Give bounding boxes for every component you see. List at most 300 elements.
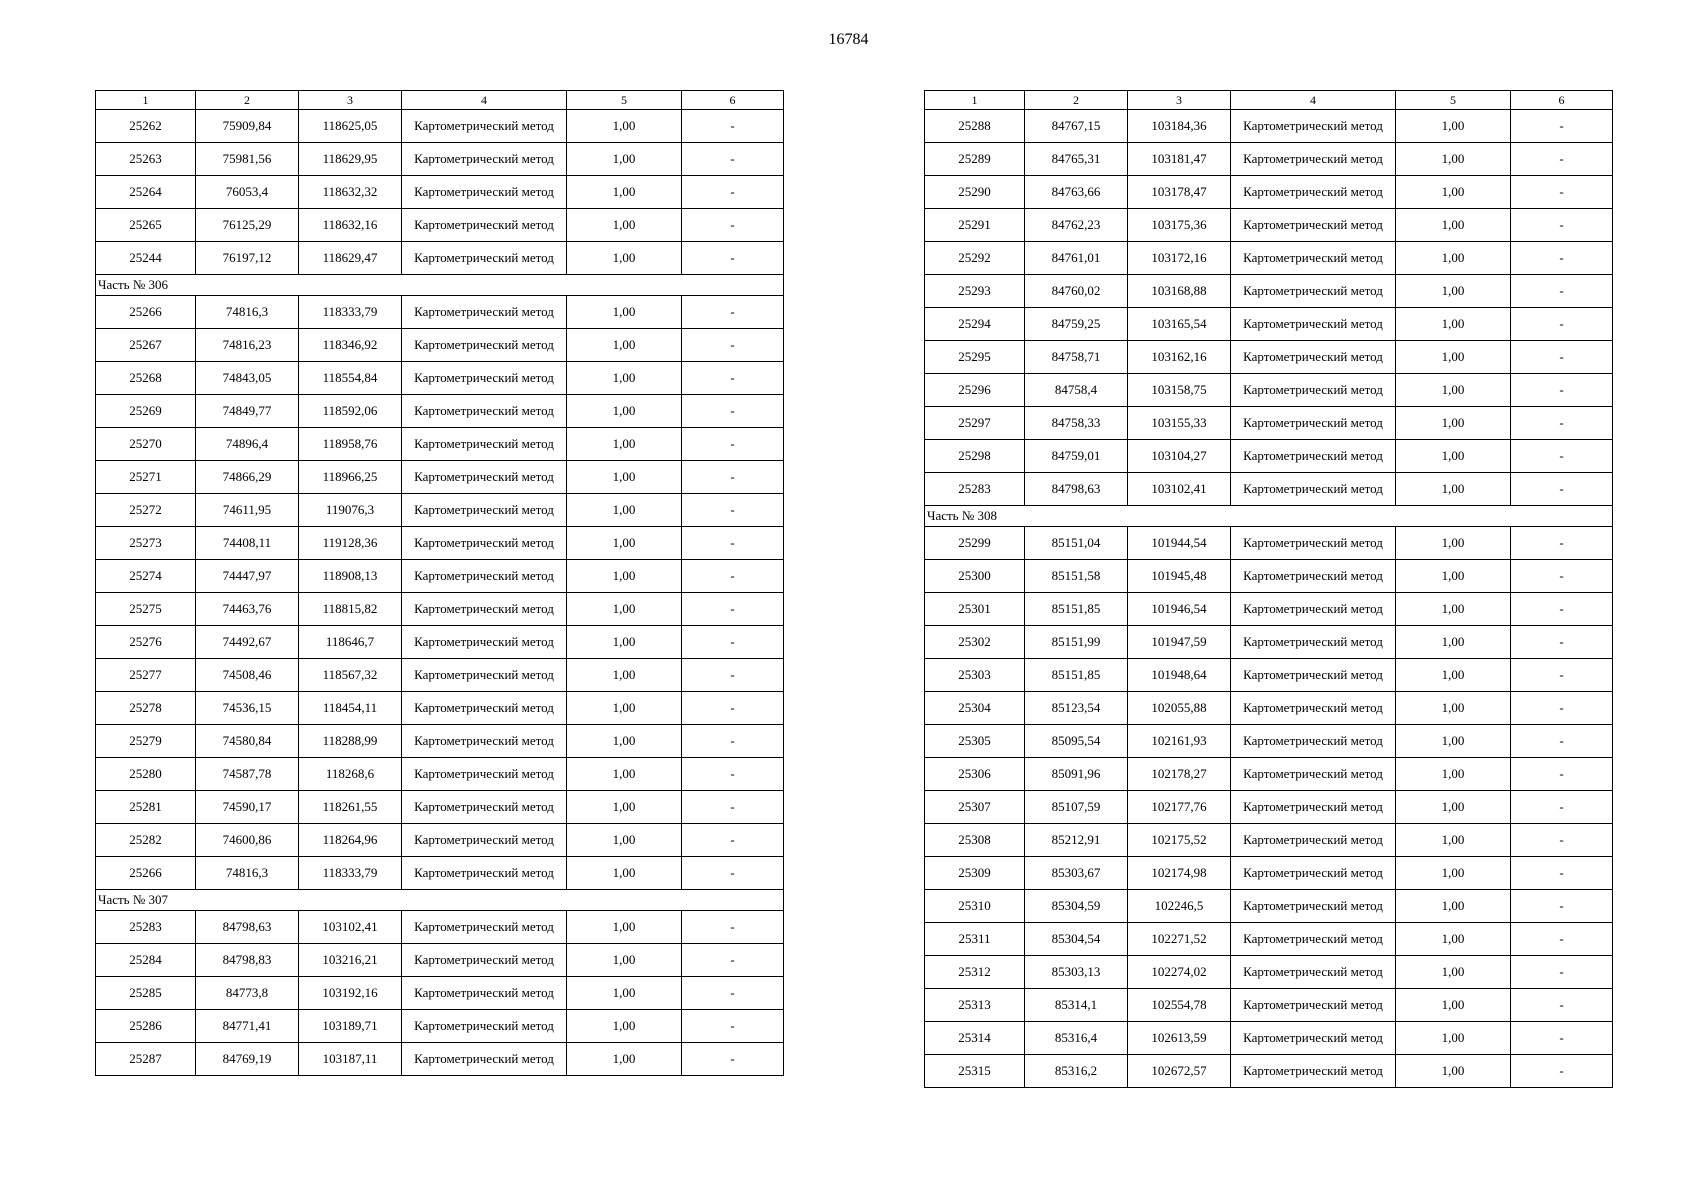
y-coordinate-cell: 102613,59 xyxy=(1128,1022,1231,1055)
x-coordinate-cell: 85151,85 xyxy=(1025,659,1128,692)
x-coordinate-cell: 74843,05 xyxy=(196,362,299,395)
x-coordinate-cell: 74896,4 xyxy=(196,428,299,461)
method-cell: Картометрический метод xyxy=(402,143,567,176)
x-coordinate-cell: 85303,67 xyxy=(1025,857,1128,890)
x-coordinate-cell: 74580,84 xyxy=(196,725,299,758)
table-row xyxy=(925,176,1613,209)
description-cell: - xyxy=(682,461,784,494)
section-row xyxy=(96,890,784,911)
point-number-cell: 25295 xyxy=(925,341,1025,374)
x-coordinate-cell: 85151,04 xyxy=(1025,527,1128,560)
column-header: 6 xyxy=(1511,91,1613,110)
accuracy-cell: 1,00 xyxy=(567,560,682,593)
accuracy-cell: 1,00 xyxy=(567,626,682,659)
method-cell: Картометрический метод xyxy=(1231,1055,1396,1088)
description-cell: - xyxy=(682,395,784,428)
y-coordinate-cell: 101948,64 xyxy=(1128,659,1231,692)
accuracy-cell: 1,00 xyxy=(1396,374,1511,407)
accuracy-cell: 1,00 xyxy=(1396,626,1511,659)
y-coordinate-cell: 103155,33 xyxy=(1128,407,1231,440)
accuracy-cell: 1,00 xyxy=(1396,176,1511,209)
description-cell: - xyxy=(682,560,784,593)
description-cell: - xyxy=(1511,1022,1613,1055)
point-number-cell: 25314 xyxy=(925,1022,1025,1055)
point-number-cell: 25311 xyxy=(925,923,1025,956)
x-coordinate-cell: 76197,12 xyxy=(196,242,299,275)
accuracy-cell: 1,00 xyxy=(1396,407,1511,440)
x-coordinate-cell: 85123,54 xyxy=(1025,692,1128,725)
description-cell: - xyxy=(682,527,784,560)
point-number-cell: 25299 xyxy=(925,527,1025,560)
method-cell: Картометрический метод xyxy=(1231,758,1396,791)
method-cell: Картометрический метод xyxy=(402,329,567,362)
x-coordinate-cell: 84798,63 xyxy=(196,911,299,944)
y-coordinate-cell: 118629,95 xyxy=(299,143,402,176)
column-header: 1 xyxy=(925,91,1025,110)
y-coordinate-cell: 118632,16 xyxy=(299,209,402,242)
accuracy-cell: 1,00 xyxy=(567,659,682,692)
x-coordinate-cell: 85151,58 xyxy=(1025,560,1128,593)
point-number-cell: 25262 xyxy=(96,110,196,143)
table-row xyxy=(96,428,784,461)
table-row xyxy=(96,593,784,626)
point-number-cell: 25292 xyxy=(925,242,1025,275)
accuracy-cell: 1,00 xyxy=(1396,890,1511,923)
accuracy-cell: 1,00 xyxy=(567,461,682,494)
point-number-cell: 25274 xyxy=(96,560,196,593)
table-row xyxy=(925,527,1613,560)
y-coordinate-cell: 118264,96 xyxy=(299,824,402,857)
x-coordinate-cell: 84767,15 xyxy=(1025,110,1128,143)
y-coordinate-cell: 118567,32 xyxy=(299,659,402,692)
table-row xyxy=(925,791,1613,824)
accuracy-cell: 1,00 xyxy=(1396,824,1511,857)
y-coordinate-cell: 118625,05 xyxy=(299,110,402,143)
table-row xyxy=(96,560,784,593)
method-cell: Картометрический метод xyxy=(1231,308,1396,341)
point-number-cell: 25310 xyxy=(925,890,1025,923)
method-cell: Картометрический метод xyxy=(402,1010,567,1043)
point-number-cell: 25270 xyxy=(96,428,196,461)
table-row xyxy=(925,473,1613,506)
method-cell: Картометрический метод xyxy=(1231,143,1396,176)
y-coordinate-cell: 118268,6 xyxy=(299,758,402,791)
column-header: 2 xyxy=(196,91,299,110)
x-coordinate-cell: 74463,76 xyxy=(196,593,299,626)
x-coordinate-cell: 74587,78 xyxy=(196,758,299,791)
section-row xyxy=(925,506,1613,527)
x-coordinate-cell: 74536,15 xyxy=(196,692,299,725)
method-cell: Картометрический метод xyxy=(1231,824,1396,857)
accuracy-cell: 1,00 xyxy=(1396,242,1511,275)
y-coordinate-cell: 118966,25 xyxy=(299,461,402,494)
description-cell: - xyxy=(682,977,784,1010)
y-coordinate-cell: 103158,75 xyxy=(1128,374,1231,407)
table-row xyxy=(96,242,784,275)
method-cell: Картометрический метод xyxy=(402,395,567,428)
table-row xyxy=(925,275,1613,308)
x-coordinate-cell: 85304,59 xyxy=(1025,890,1128,923)
method-cell: Картометрический метод xyxy=(1231,407,1396,440)
table-row xyxy=(96,176,784,209)
section-title: Часть № 306 xyxy=(96,275,784,296)
x-coordinate-cell: 84758,33 xyxy=(1025,407,1128,440)
y-coordinate-cell: 102246,5 xyxy=(1128,890,1231,923)
method-cell: Картометрический метод xyxy=(1231,989,1396,1022)
point-number-cell: 25285 xyxy=(96,977,196,1010)
table-row xyxy=(96,362,784,395)
y-coordinate-cell: 101944,54 xyxy=(1128,527,1231,560)
accuracy-cell: 1,00 xyxy=(1396,209,1511,242)
method-cell: Картометрический метод xyxy=(1231,857,1396,890)
accuracy-cell: 1,00 xyxy=(567,527,682,560)
x-coordinate-cell: 84798,83 xyxy=(196,944,299,977)
accuracy-cell: 1,00 xyxy=(1396,308,1511,341)
description-cell: - xyxy=(682,725,784,758)
x-coordinate-cell: 84763,66 xyxy=(1025,176,1128,209)
table-row xyxy=(96,944,784,977)
description-cell: - xyxy=(1511,857,1613,890)
point-number-cell: 25307 xyxy=(925,791,1025,824)
y-coordinate-cell: 102274,02 xyxy=(1128,956,1231,989)
method-cell: Картометрический метод xyxy=(1231,659,1396,692)
column-header: 3 xyxy=(299,91,402,110)
point-number-cell: 25271 xyxy=(96,461,196,494)
y-coordinate-cell: 118629,47 xyxy=(299,242,402,275)
x-coordinate-cell: 85091,96 xyxy=(1025,758,1128,791)
point-number-cell: 25263 xyxy=(96,143,196,176)
x-coordinate-cell: 74447,97 xyxy=(196,560,299,593)
method-cell: Картометрический метод xyxy=(1231,110,1396,143)
point-number-cell: 25290 xyxy=(925,176,1025,209)
point-number-cell: 25279 xyxy=(96,725,196,758)
x-coordinate-cell: 84762,23 xyxy=(1025,209,1128,242)
accuracy-cell: 1,00 xyxy=(567,362,682,395)
method-cell: Картометрический метод xyxy=(402,1043,567,1076)
method-cell: Картометрический метод xyxy=(402,461,567,494)
y-coordinate-cell: 103184,36 xyxy=(1128,110,1231,143)
description-cell: - xyxy=(682,692,784,725)
x-coordinate-cell: 74849,77 xyxy=(196,395,299,428)
method-cell: Картометрический метод xyxy=(1231,209,1396,242)
y-coordinate-cell: 118333,79 xyxy=(299,857,402,890)
method-cell: Картометрический метод xyxy=(402,626,567,659)
accuracy-cell: 1,00 xyxy=(567,296,682,329)
point-number-cell: 25304 xyxy=(925,692,1025,725)
accuracy-cell: 1,00 xyxy=(1396,989,1511,1022)
coordinates-table-left xyxy=(95,90,784,1076)
point-number-cell: 25302 xyxy=(925,626,1025,659)
section-title: Часть № 307 xyxy=(96,890,784,911)
point-number-cell: 25267 xyxy=(96,329,196,362)
description-cell: - xyxy=(682,176,784,209)
accuracy-cell: 1,00 xyxy=(1396,527,1511,560)
description-cell: - xyxy=(1511,824,1613,857)
x-coordinate-cell: 74590,17 xyxy=(196,791,299,824)
point-number-cell: 25306 xyxy=(925,758,1025,791)
y-coordinate-cell: 102178,27 xyxy=(1128,758,1231,791)
description-cell: - xyxy=(682,1043,784,1076)
y-coordinate-cell: 118958,76 xyxy=(299,428,402,461)
method-cell: Картометрический метод xyxy=(1231,473,1396,506)
description-cell: - xyxy=(1511,989,1613,1022)
x-coordinate-cell: 84759,01 xyxy=(1025,440,1128,473)
description-cell: - xyxy=(682,593,784,626)
y-coordinate-cell: 103216,21 xyxy=(299,944,402,977)
table-row xyxy=(925,593,1613,626)
accuracy-cell: 1,00 xyxy=(1396,857,1511,890)
y-coordinate-cell: 102175,52 xyxy=(1128,824,1231,857)
accuracy-cell: 1,00 xyxy=(1396,659,1511,692)
point-number-cell: 25284 xyxy=(96,944,196,977)
point-number-cell: 25308 xyxy=(925,824,1025,857)
point-number-cell: 25286 xyxy=(96,1010,196,1043)
y-coordinate-cell: 118454,11 xyxy=(299,692,402,725)
accuracy-cell: 1,00 xyxy=(567,176,682,209)
accuracy-cell: 1,00 xyxy=(567,143,682,176)
page-number: 16784 xyxy=(828,31,869,48)
x-coordinate-cell: 74492,67 xyxy=(196,626,299,659)
method-cell: Картометрический метод xyxy=(1231,242,1396,275)
y-coordinate-cell: 101945,48 xyxy=(1128,560,1231,593)
y-coordinate-cell: 118908,13 xyxy=(299,560,402,593)
point-number-cell: 25269 xyxy=(96,395,196,428)
table-row xyxy=(96,1010,784,1043)
description-cell: - xyxy=(1511,1055,1613,1088)
accuracy-cell: 1,00 xyxy=(567,758,682,791)
point-number-cell: 25281 xyxy=(96,791,196,824)
x-coordinate-cell: 74816,3 xyxy=(196,857,299,890)
accuracy-cell: 1,00 xyxy=(567,791,682,824)
y-coordinate-cell: 103189,71 xyxy=(299,1010,402,1043)
y-coordinate-cell: 103178,47 xyxy=(1128,176,1231,209)
table-row xyxy=(925,1022,1613,1055)
description-cell: - xyxy=(1511,890,1613,923)
point-number-cell: 25313 xyxy=(925,989,1025,1022)
column-header: 6 xyxy=(682,91,784,110)
description-cell: - xyxy=(1511,242,1613,275)
method-cell: Картометрический метод xyxy=(1231,440,1396,473)
description-cell: - xyxy=(1511,791,1613,824)
column-header: 4 xyxy=(402,91,567,110)
method-cell: Картометрический метод xyxy=(402,527,567,560)
accuracy-cell: 1,00 xyxy=(567,944,682,977)
description-cell: - xyxy=(1511,956,1613,989)
table-row xyxy=(96,143,784,176)
column-header: 3 xyxy=(1128,91,1231,110)
section-row xyxy=(96,275,784,296)
accuracy-cell: 1,00 xyxy=(567,329,682,362)
table-row xyxy=(925,143,1613,176)
table-row xyxy=(925,626,1613,659)
table-row xyxy=(96,329,784,362)
point-number-cell: 25276 xyxy=(96,626,196,659)
method-cell: Картометрический метод xyxy=(402,242,567,275)
accuracy-cell: 1,00 xyxy=(567,593,682,626)
table-row xyxy=(96,527,784,560)
description-cell: - xyxy=(1511,560,1613,593)
point-number-cell: 25298 xyxy=(925,440,1025,473)
point-number-cell: 25244 xyxy=(96,242,196,275)
point-number-cell: 25288 xyxy=(925,110,1025,143)
y-coordinate-cell: 118646,7 xyxy=(299,626,402,659)
table-row xyxy=(96,110,784,143)
accuracy-cell: 1,00 xyxy=(567,494,682,527)
y-coordinate-cell: 101947,59 xyxy=(1128,626,1231,659)
table-row xyxy=(96,626,784,659)
y-coordinate-cell: 103187,11 xyxy=(299,1043,402,1076)
table-row xyxy=(925,308,1613,341)
method-cell: Картометрический метод xyxy=(402,494,567,527)
point-number-cell: 25312 xyxy=(925,956,1025,989)
method-cell: Картометрический метод xyxy=(1231,626,1396,659)
y-coordinate-cell: 118333,79 xyxy=(299,296,402,329)
description-cell: - xyxy=(682,110,784,143)
accuracy-cell: 1,00 xyxy=(1396,923,1511,956)
table-row xyxy=(925,209,1613,242)
method-cell: Картометрический метод xyxy=(402,362,567,395)
point-number-cell: 25278 xyxy=(96,692,196,725)
point-number-cell: 25275 xyxy=(96,593,196,626)
x-coordinate-cell: 74816,3 xyxy=(196,296,299,329)
method-cell: Картометрический метод xyxy=(402,560,567,593)
x-coordinate-cell: 84773,8 xyxy=(196,977,299,1010)
method-cell: Картометрический метод xyxy=(402,593,567,626)
description-cell: - xyxy=(1511,341,1613,374)
description-cell: - xyxy=(1511,593,1613,626)
table-row xyxy=(925,725,1613,758)
x-coordinate-cell: 85304,54 xyxy=(1025,923,1128,956)
point-number-cell: 25283 xyxy=(925,473,1025,506)
x-coordinate-cell: 74600,86 xyxy=(196,824,299,857)
y-coordinate-cell: 103102,41 xyxy=(1128,473,1231,506)
table-row xyxy=(925,560,1613,593)
method-cell: Картометрический метод xyxy=(402,110,567,143)
table-row xyxy=(925,110,1613,143)
method-cell: Картометрический метод xyxy=(1231,791,1396,824)
accuracy-cell: 1,00 xyxy=(567,857,682,890)
method-cell: Картометрический метод xyxy=(1231,890,1396,923)
description-cell: - xyxy=(1511,692,1613,725)
point-number-cell: 25303 xyxy=(925,659,1025,692)
table-row xyxy=(925,890,1613,923)
description-cell: - xyxy=(682,329,784,362)
table-row xyxy=(96,791,784,824)
table-row xyxy=(925,374,1613,407)
table-row xyxy=(96,692,784,725)
accuracy-cell: 1,00 xyxy=(1396,341,1511,374)
accuracy-cell: 1,00 xyxy=(1396,692,1511,725)
description-cell: - xyxy=(682,242,784,275)
description-cell: - xyxy=(1511,407,1613,440)
x-coordinate-cell: 84771,41 xyxy=(196,1010,299,1043)
description-cell: - xyxy=(682,659,784,692)
method-cell: Картометрический метод xyxy=(1231,956,1396,989)
y-coordinate-cell: 103162,16 xyxy=(1128,341,1231,374)
accuracy-cell: 1,00 xyxy=(1396,1055,1511,1088)
point-number-cell: 25266 xyxy=(96,296,196,329)
description-cell: - xyxy=(682,824,784,857)
table-row xyxy=(925,407,1613,440)
description-cell: - xyxy=(1511,527,1613,560)
accuracy-cell: 1,00 xyxy=(1396,791,1511,824)
accuracy-cell: 1,00 xyxy=(567,1043,682,1076)
x-coordinate-cell: 75909,84 xyxy=(196,110,299,143)
method-cell: Картометрический метод xyxy=(1231,275,1396,308)
table-row xyxy=(925,440,1613,473)
table-row xyxy=(96,1043,784,1076)
point-number-cell: 25283 xyxy=(96,911,196,944)
x-coordinate-cell: 84761,01 xyxy=(1025,242,1128,275)
point-number-cell: 25264 xyxy=(96,176,196,209)
point-number-cell: 25265 xyxy=(96,209,196,242)
x-coordinate-cell: 84798,63 xyxy=(1025,473,1128,506)
table-row xyxy=(925,857,1613,890)
description-cell: - xyxy=(1511,440,1613,473)
y-coordinate-cell: 103181,47 xyxy=(1128,143,1231,176)
x-coordinate-cell: 85095,54 xyxy=(1025,725,1128,758)
y-coordinate-cell: 118815,82 xyxy=(299,593,402,626)
description-cell: - xyxy=(1511,374,1613,407)
accuracy-cell: 1,00 xyxy=(567,110,682,143)
accuracy-cell: 1,00 xyxy=(1396,473,1511,506)
y-coordinate-cell: 101946,54 xyxy=(1128,593,1231,626)
x-coordinate-cell: 84769,19 xyxy=(196,1043,299,1076)
x-coordinate-cell: 85314,1 xyxy=(1025,989,1128,1022)
description-cell: - xyxy=(682,362,784,395)
y-coordinate-cell: 119128,36 xyxy=(299,527,402,560)
description-cell: - xyxy=(1511,143,1613,176)
x-coordinate-cell: 85212,91 xyxy=(1025,824,1128,857)
accuracy-cell: 1,00 xyxy=(1396,110,1511,143)
description-cell: - xyxy=(682,944,784,977)
method-cell: Картометрический метод xyxy=(1231,923,1396,956)
table-row xyxy=(96,824,784,857)
x-coordinate-cell: 84758,4 xyxy=(1025,374,1128,407)
description-cell: - xyxy=(682,494,784,527)
point-number-cell: 25294 xyxy=(925,308,1025,341)
point-number-cell: 25282 xyxy=(96,824,196,857)
accuracy-cell: 1,00 xyxy=(1396,1022,1511,1055)
y-coordinate-cell: 102672,57 xyxy=(1128,1055,1231,1088)
table-row xyxy=(96,659,784,692)
table-row xyxy=(925,692,1613,725)
table-header-row xyxy=(925,91,1613,110)
table-row xyxy=(96,296,784,329)
description-cell: - xyxy=(1511,275,1613,308)
description-cell: - xyxy=(1511,626,1613,659)
accuracy-cell: 1,00 xyxy=(1396,275,1511,308)
x-coordinate-cell: 84758,71 xyxy=(1025,341,1128,374)
point-number-cell: 25287 xyxy=(96,1043,196,1076)
y-coordinate-cell: 103102,41 xyxy=(299,911,402,944)
x-coordinate-cell: 75981,56 xyxy=(196,143,299,176)
column-header: 5 xyxy=(1396,91,1511,110)
y-coordinate-cell: 103104,27 xyxy=(1128,440,1231,473)
method-cell: Картометрический метод xyxy=(402,758,567,791)
point-number-cell: 25309 xyxy=(925,857,1025,890)
method-cell: Картометрический метод xyxy=(402,428,567,461)
table-row xyxy=(925,989,1613,1022)
accuracy-cell: 1,00 xyxy=(567,242,682,275)
table-row xyxy=(96,395,784,428)
point-number-cell: 25291 xyxy=(925,209,1025,242)
table-header-row xyxy=(96,91,784,110)
method-cell: Картометрический метод xyxy=(402,791,567,824)
description-cell: - xyxy=(1511,725,1613,758)
table-row xyxy=(96,911,784,944)
y-coordinate-cell: 102177,76 xyxy=(1128,791,1231,824)
